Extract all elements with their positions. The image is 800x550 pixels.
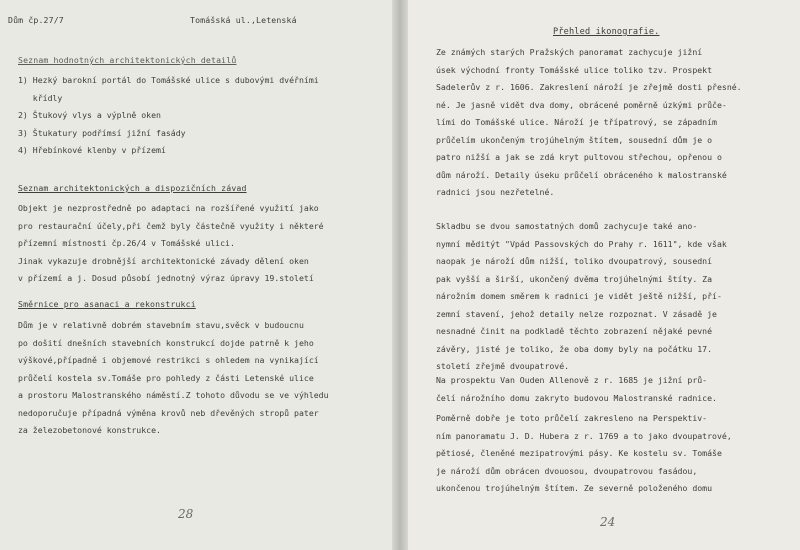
list-item: 1) Hezký barokní portál do Tomášské ulice s dubovými dvéřními	[18, 75, 319, 85]
paragraph-line: nedoporučuje případná výměna krovů neb dřevěných stropů pater	[18, 407, 319, 418]
book-gutter	[392, 0, 408, 550]
defects-paragraph	[18, 200, 324, 288]
paragraph-line: Dům je v relativně dobrém stavebním stavu,svěck v budoucnu	[18, 320, 304, 330]
header-center: Tomášská ul.,Letenská	[190, 15, 297, 25]
paragraph-line: nárožním domem směrem k radnici je vidět ještě nižší, pří-	[436, 291, 722, 301]
paragraph-line: přízemní místnosti čp.26/4 v Tomášské ulici.	[18, 238, 235, 248]
paragraph-line: patro nižší a jak se zdá kryt pultovou střechou, opřenou o	[436, 152, 722, 162]
paragraph-line: né. Je jasně vidět dva domy, obrácené poměrně úzkými průče-	[436, 99, 727, 110]
page-number: 28	[178, 507, 194, 521]
iconography-paragraph-4	[436, 410, 732, 498]
paragraph-line: pak vyšší a širší, ukončený dvěma trojúhelnými štíty. Za	[436, 273, 713, 284]
paragraph-line: Na prospektu Van Ouden Allenově z r. 1685 je jižní prů-	[436, 375, 708, 385]
paragraph-line: ním panoramatu J. D. Hubera z r. 1769 a to jako dvoupatrové,	[436, 430, 732, 441]
paragraph-line: ukončenou trojúhelným štítem. Ze severně položeného domu	[436, 483, 713, 493]
header-left: Dům čp.27/7	[8, 15, 64, 25]
paragraph-line: dům nároží. Detaily úseku průčelí obráceného k malostranské	[436, 169, 727, 180]
paragraph-line: Sadelerův z r. 1606. Zakreslení nároží je zřejmě dosti přesné.	[436, 82, 742, 92]
paragraph-line: Skladbu se dvou samostatných domů zachycuje také ano-	[436, 221, 698, 231]
page-number: 24	[600, 515, 616, 529]
guidelines-paragraph	[18, 317, 329, 440]
heading-guidelines: Směrnice pro asanaci a rekonstrukci	[18, 299, 196, 309]
paragraph-line: za železobetonové konstrukce.	[18, 425, 161, 435]
iconography-paragraph-2	[436, 218, 727, 376]
list-item: křídly	[18, 92, 63, 103]
list-item: 4) Hřebínkové klenby v přízemí	[18, 145, 166, 155]
paragraph-line: úsek východní fronty Tomášské ulice toliko tzv. Prospekt	[436, 64, 713, 75]
paragraph-line: výškové,případně i objemové restrikci s ohledem na vynikající	[18, 355, 319, 365]
paragraph-line: radnici jsou nezřetelné.	[436, 187, 555, 197]
list-item: 3) Štukatury podřímsí jižní fasády	[18, 127, 186, 138]
paragraph-line: nymní měditýt "Vpád Passovských do Prahy r. 1611", kde však	[436, 238, 727, 249]
paragraph-line: průčelím ukončeným trojúhelným štítem, sousední dům je o	[436, 134, 713, 145]
heading-defects: Seznam architektonických a dispozičních závad	[18, 183, 247, 193]
heading-iconography: Přehled ikonografie.	[553, 27, 660, 37]
left-page	[0, 0, 392, 550]
paragraph-line: průčelí kostela sv.Tomáše pro pohledy z části Letenské ulice	[18, 372, 314, 383]
iconography-paragraph-3	[436, 372, 717, 407]
paragraph-line: je nároží dům obrácen dvouosou, dvoupatrovou fasádou,	[436, 465, 698, 476]
paragraph-line: čelí nárožního domu zakryto budovou Malostranské radnice.	[436, 392, 717, 403]
paragraph-line: Ze známých starých Pražských panoramat zachycuje jižní	[436, 47, 703, 57]
valuable-details-list	[18, 72, 319, 160]
paragraph-line: lími do Tomášské ulice. Nároží je třípatrový, se západním	[436, 117, 717, 127]
list-item: 2) Štukový vlys a výplně oken	[18, 110, 161, 120]
paragraph-line: nesnadné činit na podkladě těchto zobrazení nějaké pevné	[436, 326, 713, 336]
paragraph-line: v přízemí a j. Dosud působí jednotný výraz úpravy 19.století	[18, 273, 314, 283]
paragraph-line: Poměrně dobře je toto průčelí zakresleno na Perspektiv-	[436, 413, 708, 423]
paragraph-line: po došití dnešních stavebních konstrukcí dojde patrně k jeho	[18, 337, 314, 348]
paragraph-line: století zřejmě dvoupatrové.	[436, 361, 570, 371]
iconography-paragraph-1	[436, 44, 742, 202]
paragraph-line: pětiosé, členěné mezipatrovými pásy. Ke kostelu sv. Tomáše	[436, 448, 722, 458]
paragraph-line: Objekt je nezprostředně po adaptaci na rozšířené využití jako	[18, 203, 319, 213]
paragraph-line: závěry, jisté je toliko, že oba domy byly na počátku 17.	[436, 343, 713, 354]
heading-valuable-details: Seznam hodnotných architektonických detailů	[18, 55, 237, 65]
paragraph-line: naopak je nároží dům nižší, toliko dvoupatrový, sousední	[436, 256, 713, 266]
right-page	[408, 0, 800, 550]
paragraph-line: pro restaurační účely,při čemž byly částečně využity i některé	[18, 220, 324, 231]
paragraph-line: a prostoru Malostranského náměstí.Z tohoto důvodu se ve výhledu	[18, 390, 329, 400]
paragraph-line: Jinak vykazuje drobnější architektonické závady dělení oken	[18, 255, 309, 266]
paragraph-line: zemní stavení, jehož detaily nelze rozpoznat. V zásadě je	[436, 308, 717, 319]
